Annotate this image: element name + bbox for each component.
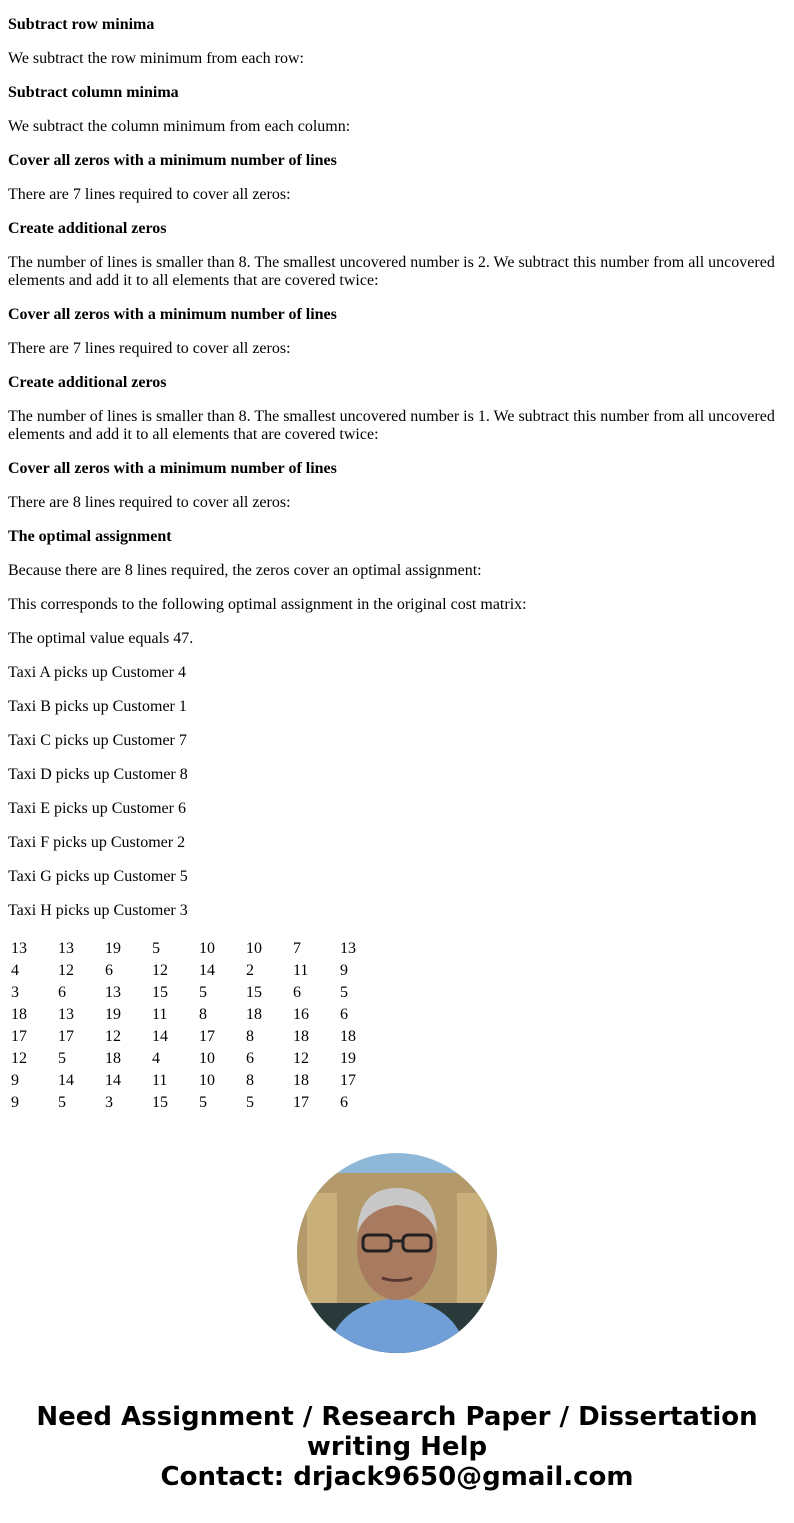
matrix-cell: 15 [152,1094,168,1111]
assignment-item: Taxi B picks up Customer 1 [8,698,187,715]
matrix-cell: 6 [293,984,301,1001]
matrix-cell: 8 [246,1028,254,1045]
matrix-cell: 9 [340,962,348,979]
result-text: The optimal value equals 47. [8,630,194,647]
matrix-cell: 3 [11,984,19,1001]
matrix-cell: 6 [105,962,113,979]
matrix-cell: 14 [199,962,215,979]
promo-contact: Contact: drjack9650@gmail.com [160,1462,634,1492]
matrix-cell: 11 [152,1072,168,1089]
matrix-cell: 5 [199,984,207,1001]
matrix-cell: 18 [293,1072,309,1089]
matrix-cell: 18 [246,1006,262,1023]
step-heading: Cover all zeros with a minimum number of lines [8,460,337,477]
matrix-cell: 10 [199,1072,215,1089]
matrix-cell: 17 [199,1028,215,1045]
matrix-cell: 5 [340,984,348,1001]
matrix-cell: 10 [199,940,215,957]
matrix-cell: 12 [152,962,168,979]
promo-banner [0,1402,794,1492]
matrix-cell: 13 [58,940,74,957]
matrix-cell: 6 [340,1006,348,1023]
step-text: There are 7 lines required to cover all zeros: [8,186,291,203]
matrix-row [8,982,384,1004]
assignment-item: Taxi H picks up Customer 3 [8,902,188,919]
step-text: We subtract the row minimum from each row: [8,50,304,67]
assignment-item: Taxi C picks up Customer 7 [8,732,187,749]
step-heading: Subtract row minima [8,16,155,33]
step-heading: Create additional zeros [8,220,167,237]
matrix-cell: 13 [58,1006,74,1023]
step-heading: Create additional zeros [8,374,167,391]
matrix-row [8,1004,384,1026]
step-text: The number of lines is smaller than 8. The smallest uncovered number is 1. We subtract this number from all uncovered elements and add it to all elements that are covered twice: [8,408,775,443]
step-text: Because there are 8 lines required, the zeros cover an optimal assignment: [8,562,482,579]
matrix-cell: 16 [293,1006,309,1023]
matrix-cell: 9 [11,1094,19,1111]
matrix-cell: 14 [152,1028,168,1045]
matrix-cell: 18 [11,1006,27,1023]
step-text: We subtract the column minimum from each column: [8,118,351,135]
matrix-cell: 12 [11,1050,27,1067]
matrix-cell: 5 [58,1094,66,1111]
matrix-cell: 12 [105,1028,121,1045]
matrix-cell: 6 [246,1050,254,1067]
step-text: There are 7 lines required to cover all zeros: [8,340,291,357]
matrix-cell: 6 [340,1094,348,1111]
matrix-cell: 15 [246,984,262,1001]
matrix-cell: 14 [58,1072,74,1089]
matrix-cell: 17 [58,1028,74,1045]
matrix-cell: 6 [58,984,66,1001]
matrix-cell: 5 [199,1094,207,1111]
matrix-cell: 3 [105,1094,113,1111]
author-avatar [297,1153,497,1353]
result-text: This corresponds to the following optimal assignment in the original cost matrix: [8,596,527,613]
matrix-row [8,1070,384,1092]
step-heading: Cover all zeros with a minimum number of lines [8,306,337,323]
assignment-item: Taxi G picks up Customer 5 [8,868,188,885]
step-heading: The optimal assignment [8,528,172,545]
assignment-item: Taxi D picks up Customer 8 [8,766,188,783]
matrix-cell: 5 [246,1094,254,1111]
matrix-cell: 4 [152,1050,160,1067]
matrix-cell: 13 [11,940,27,957]
step-heading: Cover all zeros with a minimum number of lines [8,152,337,169]
matrix-cell: 12 [293,1050,309,1067]
matrix-cell: 2 [246,962,254,979]
matrix-cell: 18 [105,1050,121,1067]
matrix-cell: 13 [105,984,121,1001]
matrix-cell: 17 [293,1094,309,1111]
matrix-cell: 17 [340,1072,356,1089]
matrix-row [8,1092,384,1114]
matrix-cell: 15 [152,984,168,1001]
matrix-cell: 9 [11,1072,19,1089]
matrix-cell: 8 [199,1006,207,1023]
matrix-row [8,960,384,982]
assignment-item: Taxi F picks up Customer 2 [8,834,186,851]
matrix-cell: 7 [293,940,301,957]
assignment-item: Taxi E picks up Customer 6 [8,800,186,817]
solution-text [8,16,786,936]
matrix-cell: 13 [340,940,356,957]
matrix-row [8,1048,384,1070]
cost-matrix [8,938,384,1114]
matrix-cell: 10 [246,940,262,957]
matrix-cell: 10 [199,1050,215,1067]
matrix-row [8,938,384,960]
matrix-cell: 17 [11,1028,27,1045]
matrix-cell: 12 [58,962,74,979]
matrix-cell: 19 [105,1006,121,1023]
step-text: The number of lines is smaller than 8. The smallest uncovered number is 2. We subtract this number from all uncovered elements and add it to all elements that are covered twice: [8,254,775,289]
matrix-row [8,1026,384,1048]
matrix-cell: 11 [293,962,309,979]
matrix-cell: 8 [246,1072,254,1089]
matrix-cell: 19 [340,1050,356,1067]
promo-line-2: writing Help [306,1432,488,1462]
matrix-cell: 5 [58,1050,66,1067]
promo-line-1: Need Assignment / Research Paper / Dissertation [36,1402,758,1432]
step-heading: Subtract column minima [8,84,179,101]
assignment-item: Taxi A picks up Customer 4 [8,664,186,681]
matrix-cell: 11 [152,1006,168,1023]
matrix-cell: 14 [105,1072,121,1089]
matrix-cell: 19 [105,940,121,957]
matrix-cell: 18 [340,1028,356,1045]
matrix-cell: 18 [293,1028,309,1045]
matrix-cell: 4 [11,962,19,979]
matrix-cell: 5 [152,940,160,957]
step-text: There are 8 lines required to cover all zeros: [8,494,291,511]
